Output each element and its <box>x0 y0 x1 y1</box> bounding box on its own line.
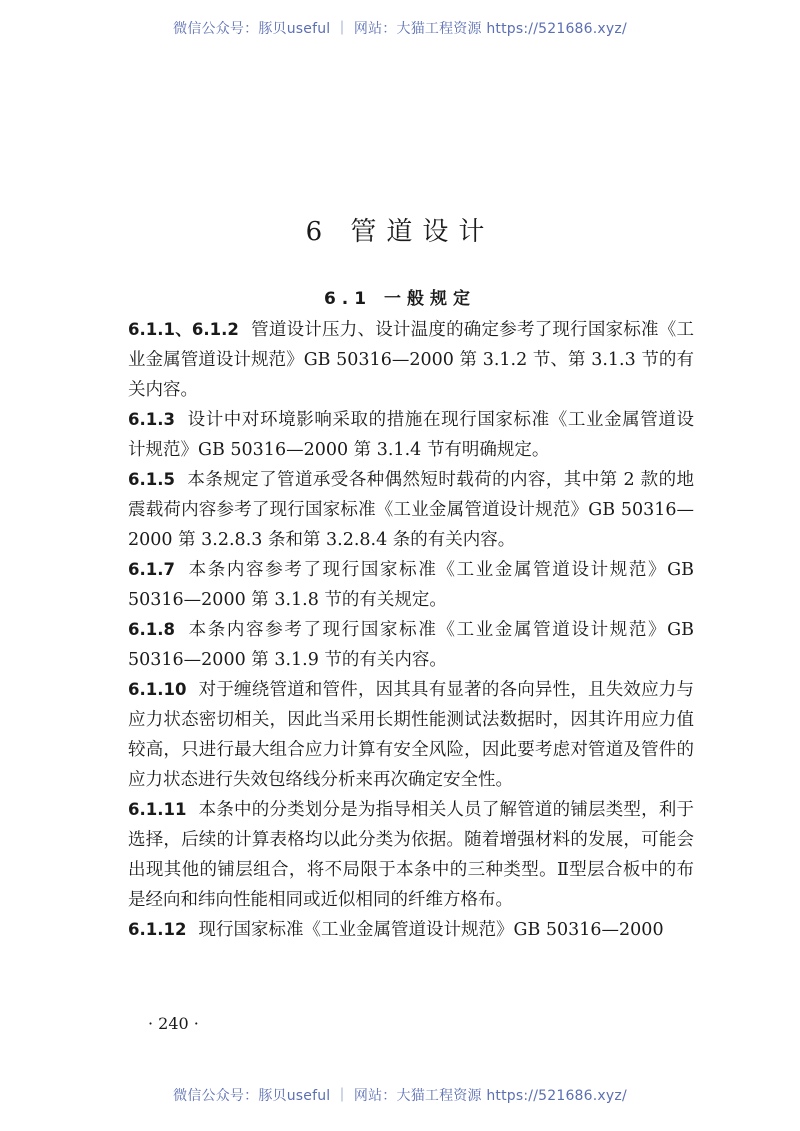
clause-number: 6.1.10 <box>128 680 187 699</box>
clause-paragraph <box>128 555 694 615</box>
clause-paragraph <box>128 615 694 675</box>
clause-number: 6.1.12 <box>128 920 187 939</box>
clause-paragraph <box>128 405 694 465</box>
clause-text: 现行国家标准《工业金属管道设计规范》GB 50316—2000 <box>198 920 664 940</box>
chapter-title: 6 管道设计 <box>305 217 495 248</box>
section-title: 6.1 一般规定 <box>323 289 477 310</box>
clause-number: 6.1.5 <box>128 470 175 489</box>
clause-text: 本条内容参考了现行国家标准《工业金属管道设计规范》GB 50316—2000 第 3.1.9 节的有关内容。 <box>128 620 694 670</box>
clause-paragraph <box>128 795 694 915</box>
clause-paragraph <box>128 465 694 555</box>
clause-number: 6.1.1、6.1.2 <box>128 320 239 339</box>
clause-paragraph <box>128 315 694 405</box>
clause-paragraph <box>128 675 694 795</box>
watermark-top: 微信公众号：豚贝useful ｜ 网站：大猫工程资源 https://521686.xyz/ <box>173 21 627 37</box>
clause-text: 本条规定了管道承受各种偶然短时载荷的内容，其中第 2 款的地震载荷内容参考了现行国家标准《工业金属管道设计规范》GB 50316—2000 第 3.2.8.3 条和第 3.2.8.4 条的有关内容。 <box>128 470 694 550</box>
clause-text: 本条中的分类划分是为指导相关人员了解管道的铺层类型，利于选择，后续的计算表格均以此分类为依据。随着增强材料的发展，可能会出现其他的铺层组合，将不局限于本条中的三种类型。Ⅱ型层合板中的布是经向和纬向性能相同或近似相同的纤维方格布。 <box>128 800 694 910</box>
clause-paragraph <box>128 915 694 945</box>
clause-text: 管道设计压力、设计温度的确定参考了现行国家标准《工业金属管道设计规范》GB 50316—2000 第 3.1.2 节、第 3.1.3 节的有关内容。 <box>128 320 694 400</box>
clause-number: 6.1.8 <box>128 620 175 639</box>
clause-number: 6.1.7 <box>128 560 175 579</box>
clause-text: 设计中对环境影响采取的措施在现行国家标准《工业金属管道设计规范》GB 50316—2000 第 3.1.4 节有明确规定。 <box>128 410 694 460</box>
clause-number: 6.1.11 <box>128 800 187 819</box>
watermark-bottom: 微信公众号：豚贝useful ｜ 网站：大猫工程资源 https://521686.xyz/ <box>173 1088 627 1104</box>
document-body <box>128 315 694 945</box>
page-number: · 240 · <box>148 1014 199 1033</box>
clause-text: 本条内容参考了现行国家标准《工业金属管道设计规范》GB 50316—2000 第 3.1.8 节的有关规定。 <box>128 560 694 610</box>
clause-number: 6.1.3 <box>128 410 175 429</box>
clause-text: 对于缠绕管道和管件，因其具有显著的各向异性，且失效应力与应力状态密切相关，因此当采用长期性能测试法数据时，因其许用应力值较高，只进行最大组合应力计算有安全风险，因此要考虑对管道及管件的应力状态进行失效包络线分析来再次确定安全性。 <box>128 680 694 790</box>
